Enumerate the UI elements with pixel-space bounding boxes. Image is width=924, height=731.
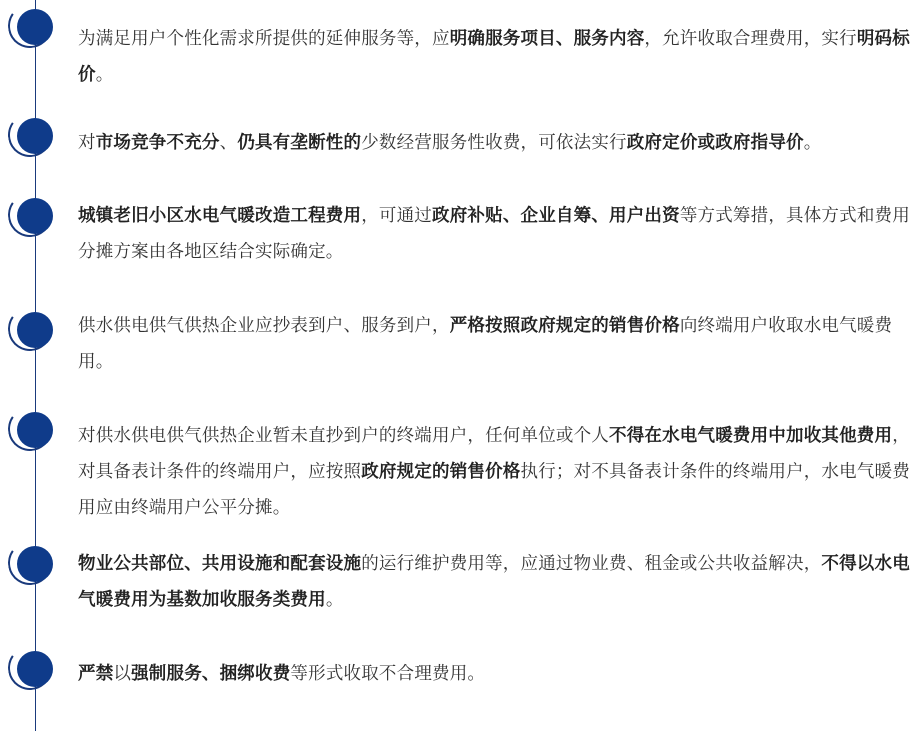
emphasis-text: 物业公共部位、共用设施和配套设施 bbox=[78, 554, 362, 574]
body-text: 执行；对不具备表计条件的终端用户，水电气暖费用应由终端用户公平分摊。 bbox=[78, 462, 910, 518]
emphasis-text: 严禁 bbox=[78, 664, 114, 684]
timeline-line bbox=[35, 0, 36, 731]
body-text: 向终端用户收取水电气暖费用。 bbox=[78, 316, 893, 372]
body-text: 等方式筹措，具体方式和费用分摊方案由各地区结合实际确定。 bbox=[78, 206, 910, 262]
body-text: ，对具备表计条件的终端用户，应按照 bbox=[78, 426, 910, 482]
body-text: 、 bbox=[219, 133, 238, 153]
emphasis-text: 不得以水电气暖费用为基数加收服务类费用 bbox=[78, 554, 910, 610]
emphasis-text: 明码标价 bbox=[78, 29, 910, 85]
bullet-dot-icon bbox=[8, 4, 54, 50]
emphasis-text: 仍具有垄断性的 bbox=[237, 133, 362, 153]
body-text: 。 bbox=[325, 590, 344, 610]
emphasis-text: 强制服务、捆绑收费 bbox=[131, 664, 291, 684]
body-text: 为满足用户个性化需求所提供的延伸服务等，应 bbox=[78, 29, 450, 49]
bullet-dot-icon bbox=[8, 407, 54, 453]
emphasis-text: 政府规定的销售价格 bbox=[361, 462, 521, 482]
emphasis-text: 明确服务项目、服务内容 bbox=[449, 29, 645, 49]
item-text bbox=[78, 125, 920, 161]
item-text bbox=[78, 198, 920, 270]
body-text: 对供水供电供气供热企业暂未直抄到户的终端用户，任何单位或个人 bbox=[78, 426, 609, 446]
bullet-dot-icon bbox=[8, 541, 54, 587]
body-text: 少数经营服务性收费，可依法实行 bbox=[361, 133, 627, 153]
emphasis-text: 不得在水电气暖费用中加收其他费用 bbox=[609, 426, 893, 446]
bullet-dot-icon bbox=[8, 646, 54, 692]
bullet-dot-icon bbox=[8, 113, 54, 159]
emphasis-text: 城镇老旧小区水电气暖改造工程费用 bbox=[78, 206, 362, 226]
bullet-dot-icon bbox=[8, 307, 54, 353]
emphasis-text: 政府补贴、企业自筹、用户出资 bbox=[432, 206, 680, 226]
item-text bbox=[78, 656, 920, 692]
body-text: 等形式收取不合理费用。 bbox=[290, 664, 486, 684]
bullet-dot-icon bbox=[8, 193, 54, 239]
emphasis-text: 严格按照政府规定的销售价格 bbox=[449, 316, 680, 336]
item-text bbox=[78, 418, 920, 526]
emphasis-text: 政府定价或政府指导价 bbox=[626, 133, 804, 153]
body-text: ，允许收取合理费用，实行 bbox=[644, 29, 857, 49]
body-text: 。 bbox=[95, 65, 114, 85]
emphasis-text: 市场竞争不充分 bbox=[95, 133, 220, 153]
body-text: ，可通过 bbox=[361, 206, 433, 226]
body-text: 供水供电供气供热企业应抄表到户、服务到户， bbox=[78, 316, 450, 336]
body-text: 的运行维护费用等，应通过物业费、租金或公共收益解决， bbox=[361, 554, 822, 574]
body-text: 。 bbox=[803, 133, 822, 153]
item-text bbox=[78, 546, 920, 618]
item-text bbox=[78, 21, 920, 93]
body-text: 以 bbox=[113, 664, 132, 684]
item-text bbox=[78, 308, 920, 380]
body-text: 对 bbox=[78, 133, 96, 153]
